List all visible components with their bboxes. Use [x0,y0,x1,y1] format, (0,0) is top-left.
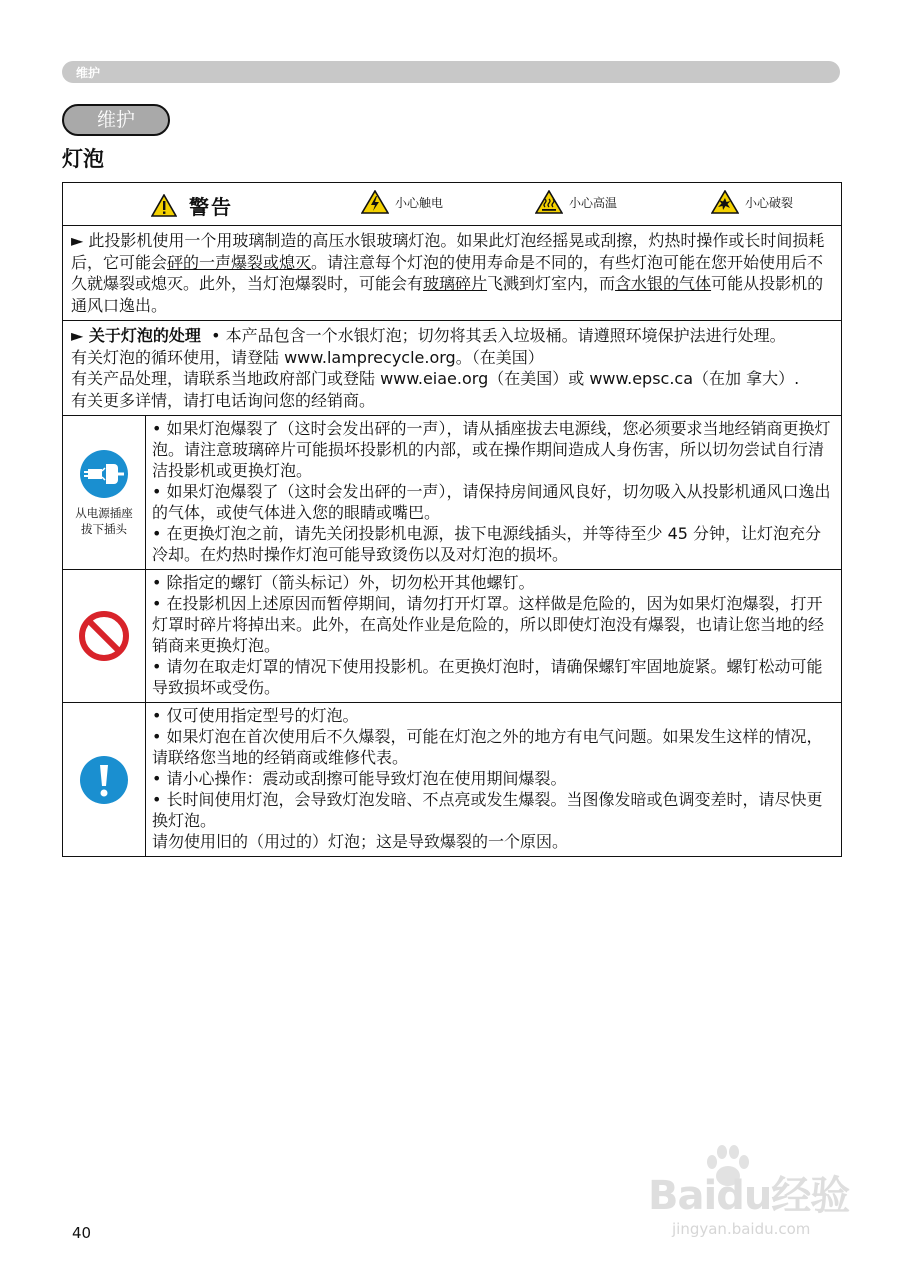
header-bar [62,61,840,83]
safety-table [62,182,842,857]
mandatory-item-3: • 请小心操作：震动或刮擦可能导致灯泡在使用期间爆裂。 [152,769,567,788]
baidu-watermark [640,1150,860,1260]
warning-triangle-icon [151,194,177,217]
para1-text-1: ► 此投影机使用一个用玻璃制造的高压水银玻璃灯泡。如果此灯泡经摇晃或刮擦，灼热时操作或长时间损耗后，它可能会 [71,231,825,272]
para1-text-2: 。请注意每个灯泡的使用寿命是不同的，有些灯泡可能在您开始使用后不久就爆裂或熄灭。此外，当灯泡爆裂时，可能会有 [71,252,824,293]
caution-electric [361,190,443,214]
para1-underline-1: 砰的一声爆裂或熄灭 [167,252,312,272]
prohibition-icon-column [63,570,146,702]
watermark-brand: Baidu经验 [648,1173,850,1219]
hot-surface-icon [535,190,563,214]
para1-underline-2: 玻璃碎片 [423,274,488,293]
para1-text-4: 可能从投影机的通风口逸出。 [71,274,824,315]
unplug-item-1: • 如果灯泡爆裂了（这时会发出砰的一声），请从插座拔去电源线，您必须要求当地经销商更换灯泡。请注意玻璃碎片可能损坏投影机的内部，或在操作期间造成人身伤害，所以切勿尝试自行清洁投影机或更换灯泡。 [152,419,831,480]
watermark-url: jingyan.baidu.com [672,1220,811,1238]
caution-explosion [711,190,793,214]
warning-label: 警告 [189,195,233,219]
unplug-item-3: • 在更换灯泡之前，请先关闭投影机电源，拔下电源线插头，并等待至少 45 分钟，让灯泡充分冷却。在灼热时操作灯泡可能导致烫伤以及对灯泡的损坏。 [152,524,822,564]
mandatory-item-2: • 如果灯泡在首次使用后不久爆裂，可能在灯泡之外的地方有电气问题。如果发生这样的情况，请联络您当地的经销商或维修代表。 [152,727,823,767]
mandatory-item-4: • 长时间使用灯泡，会导致灯泡发暗、不点亮或发生爆裂。当图像发暗或色调变差时，请尽快更换灯泡。 [152,790,823,830]
prohibition-item-1: • 除指定的螺钉（箭头标记）外，切勿松开其他螺钉。 [152,573,535,592]
unplug-section [63,415,841,569]
section-label: 维护 [62,104,170,136]
prohibition-item-3: • 请勿在取走灯罩的情况下使用投影机。在更换灯泡时，请确保螺钉牢固地旋紧。螺钉松动可能导致损坏或受伤。 [152,657,823,697]
explosion-icon [711,190,739,214]
lamp-warning-paragraph [63,225,841,320]
mandatory-text [146,703,841,856]
mandatory-item-1: • 仅可使用指定型号的灯泡。 [152,706,359,725]
page-number: 40 [72,1224,92,1242]
mandatory-section [63,702,841,856]
lamp-disposal-section [63,320,841,415]
unplug-text [146,416,841,569]
caution-electric-label: 小心触电 [395,195,444,210]
header-bar-label: 维护 [76,66,101,80]
disposal-line-2: 有关灯泡的循环使用，请登陆 www.lamprecycle.org。（在美国） [71,347,544,367]
para1-underline-3: 含水银的气体 [615,274,712,293]
electric-shock-icon [361,190,389,214]
prohibition-icon [78,610,130,662]
warning-title [151,191,233,220]
disposal-title: ► 关于灯泡的处理 [71,326,201,345]
disposal-line-4: 有关更多详情，请打电话询问您的经销商。 [71,390,376,410]
caution-hot [535,190,617,214]
unplug-power-icon [79,449,129,499]
page-title: 灯泡 [62,147,104,171]
para1-text-3: 飞溅到灯室内，而 [487,274,616,293]
exclamation-icon [78,754,130,806]
caution-explosion-label: 小心破裂 [745,195,794,210]
caution-hot-label: 小心高温 [569,195,618,210]
unplug-caption-line-1: 从电源插座 [75,505,133,520]
prohibition-item-2: • 在投影机因上述原因而暂停期间，请勿打开灯罩。这样做是危险的，因为如果灯泡爆裂，打开灯罩时碎片将掉出来。此外，在高处作业是危险的，所以即使灯泡没有爆裂，也请让您当地的经销商来更换灯泡。 [152,594,825,655]
disposal-line-1: • 本产品包含一个水银灯泡；切勿将其丢入垃圾桶。请遵照环境保护法进行处理。 [211,326,786,345]
prohibition-text [146,570,841,702]
mandatory-item-5: 请勿使用旧的（用过的）灯泡；这是导致爆裂的一个原因。 [152,832,569,851]
unplug-icon-column [63,416,146,569]
disposal-line-3: 有关产品处理，请联系当地政府部门或登陆 www.eiae.org（在美国）或 www.epsc.ca（在加 拿大）. [71,369,800,388]
mandatory-icon-column [63,703,146,856]
unplug-item-2: • 如果灯泡爆裂了（这时会发出砰的一声），请保持房间通风良好，切勿吸入从投影机通风口逸出的气体，或使气体进入您的眼睛或嘴巴。 [152,482,831,522]
prohibition-section [63,569,841,702]
warning-header-row [63,183,841,225]
unplug-caption-line-2: 拔下插头 [81,521,127,536]
